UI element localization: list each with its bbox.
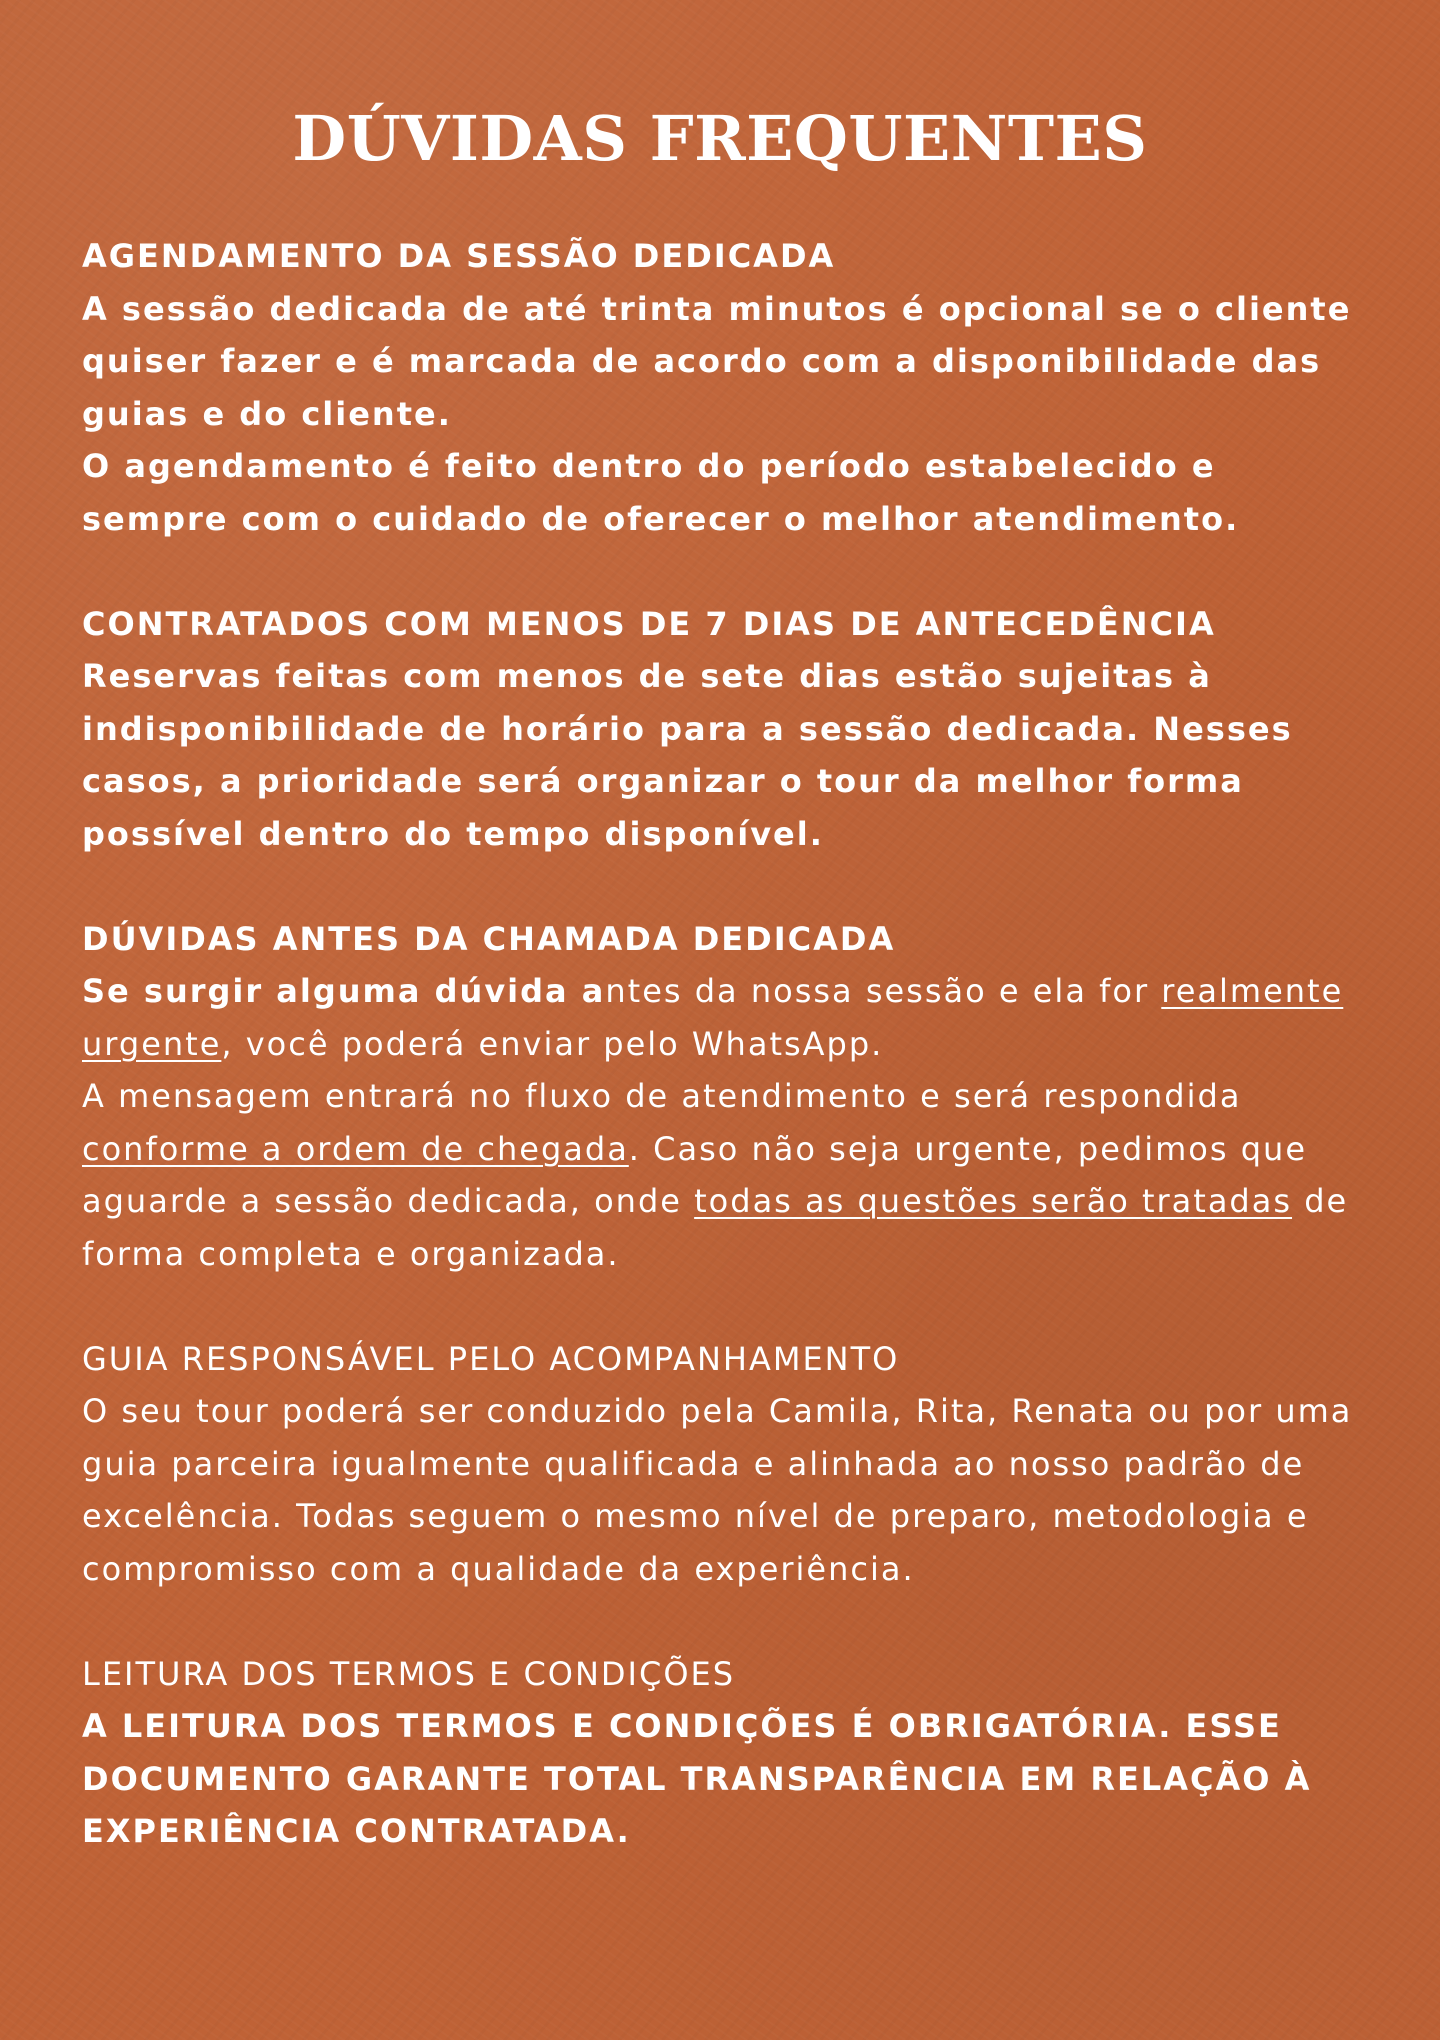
paragraph-text: de forma completa e organizada. <box>82 1182 1349 1273</box>
faq-section-questions-before-call <box>82 913 1358 1281</box>
paragraph-text: . Caso não seja urgente, pedimos que aguarde a sessão dedicada, onde <box>82 1129 1307 1220</box>
page-title: DÚVIDAS FREQUENTES <box>292 102 1148 175</box>
paragraph-text: , você poderá enviar pelo WhatsApp. <box>221 1024 884 1063</box>
faq-section-guide <box>82 1333 1358 1596</box>
underlined-text: conforme a ordem de chegada <box>82 1129 629 1168</box>
section-heading: CONTRATADOS COM MENOS DE 7 DIAS DE ANTECEDÊNCIA <box>82 604 1216 643</box>
section-paragraph: A sessão dedicada de até trinta minutos é opcional se o cliente quiser fazer e é marcada de acordo com a disponibilidade das guias e do cliente. <box>82 289 1352 433</box>
section-heading: AGENDAMENTO DA SESSÃO DEDICADA <box>82 237 836 275</box>
section-heading: LEITURA DOS TERMOS E CONDIÇÕES <box>82 1654 736 1693</box>
bold-lead-text: Se surgir alguma dúvida a <box>82 972 606 1010</box>
section-heading: DÚVIDAS ANTES DA CHAMADA DEDICADA <box>82 919 896 958</box>
section-paragraph: A LEITURA DOS TERMOS E CONDIÇÕES É OBRIGATÓRIA. ESSE DOCUMENTO GARANTE TOTAL TRANSPARÊNCIA EM RELAÇÃO À EXPERIÊNCIA CONTRATADA. <box>82 1707 1312 1850</box>
section-paragraph: O agendamento é feito dentro do período estabelecido e sempre com o cuidado de oferecer o melhor atendimento. <box>82 447 1240 538</box>
section-heading: GUIA RESPONSÁVEL PELO ACOMPANHAMENTO <box>82 1339 900 1378</box>
section-paragraph <box>82 1070 1358 1280</box>
section-paragraph: Reservas feitas com menos de sete dias estão sujeitas à indisponibilidade de horário para a sessão dedicada. Nesses casos, a prioridade será organizar o tour da melhor forma possível dentro do tempo disponível. <box>82 657 1293 853</box>
paragraph-text: A mensagem entrará no fluxo de atendimento e será respondida <box>82 1077 1242 1115</box>
section-paragraph <box>82 965 1358 1070</box>
faq-section-scheduling <box>82 230 1358 545</box>
section-paragraph: O seu tour poderá ser conduzido pela Camila, Rita, Renata ou por uma guia parceira igualmente qualificada e alinhada ao nosso padrão de excelência. Todas seguem o mesmo nível de preparo, metodologia e compromisso com a qualidade da experiência. <box>82 1392 1353 1588</box>
faq-list <box>82 230 1358 1858</box>
faq-section-terms <box>82 1648 1358 1858</box>
paragraph-text: ntes da nossa sessão e ela for <box>605 972 1162 1010</box>
underlined-text: realmente urgente <box>82 972 1344 1063</box>
underlined-text: todas as questões serão tratadas <box>694 1182 1293 1220</box>
faq-section-short-notice <box>82 598 1358 861</box>
